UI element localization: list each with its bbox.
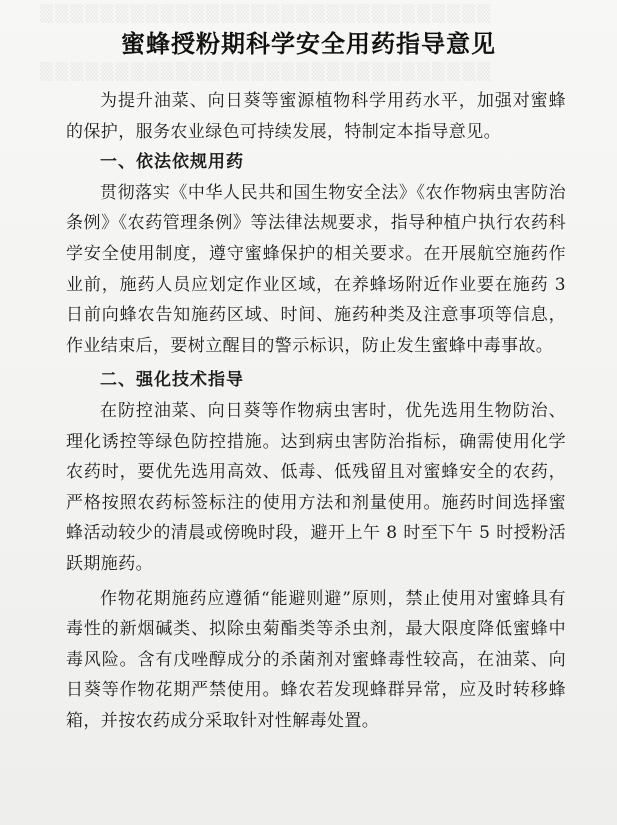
bleed-through-text: ▒▒▒▒▒▒▒▒▒▒▒▒▒▒▒▒▒▒▒▒▒▒▒▒▒▒▒▒▒▒: [40, 4, 493, 24]
section-heading-legal: 一、依法依规用药: [100, 152, 244, 173]
document-body: [66, 86, 566, 736]
bleed-through-text: ▒▒▒▒▒▒▒▒▒▒▒▒▒▒▒▒▒▒▒▒▒▒▒▒▒▒▒▒▒▒: [40, 62, 493, 82]
section-paragraph: 在防控油菜、向日葵等作物病虫害时，优先选用生物防治、理化诱控等绿色防控措施。达到病虫害防治指标，确需使用化学农药时，要优先选用高效、低毒、低残留且对蜜蜂安全的农药，严格按照农药标签标注的使用方法和剂量使用。施药时间选择蜜蜂活动较少的清晨或傍晚时段，避开上午 8 时至下午 5 时授粉活跃期施药。: [66, 400, 566, 574]
section-heading-technical: 二、强化技术指导: [100, 370, 244, 391]
intro-paragraph: 为提升油菜、向日葵等蜜源植物科学用药水平，加强对蜜蜂的保护，服务农业绿色可持续发展，特制定本指导意见。: [66, 91, 566, 142]
section-paragraph: 贯彻落实《中华人民共和国生物安全法》《农作物病虫害防治条例》《农药管理条例》等法律法规要求，指导种植户执行农药科学安全使用制度，遵守蜜蜂保护的相关要求。在开展航空施药作业前，施药人员应划定作业区域，在养蜂场附近作业要在施药 3 日前向蜂农告知施药区域、时间、施药种类及注意事项等信息，作业结束后，要树立醒目的警示标识，防止发生蜜蜂中毒事故。: [66, 182, 566, 356]
section-paragraph: 作物花期施药应遵循“能避则避”原则，禁止使用对蜜蜂具有毒性的新烟碱类、拟除虫菊酯类等杀虫剂，最大限度降低蜜蜂中毒风险。含有戊唑醇成分的杀菌剂对蜜蜂毒性较高，在油菜、向日葵等作物花期严禁使用。蜂农若发现蜂群异常，应及时转移蜂箱，并按农药成分采取针对性解毒处置。: [66, 588, 566, 731]
document-title: 蜜蜂授粉期科学安全用药指导意见: [121, 30, 496, 58]
